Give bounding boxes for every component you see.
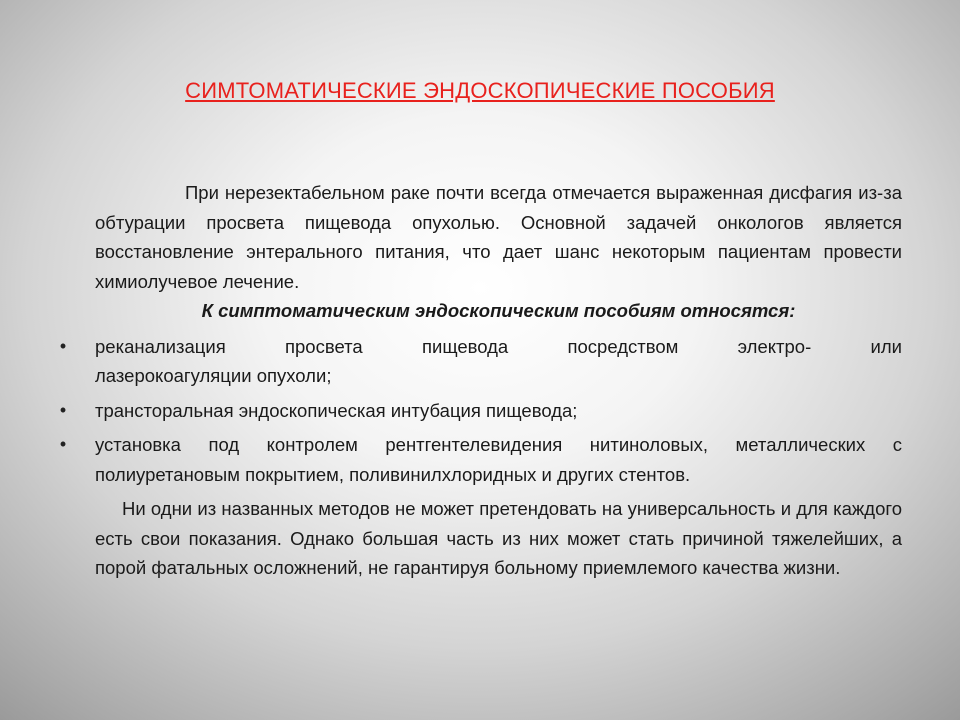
bullet-text: установка под контролем рентгентелевидения нитиноловых, металлических с полиуретановым покрытием, поливинилхлоридных и других стентов. bbox=[95, 434, 902, 485]
subheading: К симптоматическим эндоскопическим пособиям относятся: bbox=[201, 300, 796, 321]
bullet-text: реканализация просвета пищевода посредством электро- или bbox=[95, 335, 902, 357]
intro-paragraph: При нерезектабельном раке почти всегда отмечается выраженная дисфагия из-за обтурации просвета пищевода опухолью. Основной задачей онкологов является восстановление энтерального питания, что дает шанс некоторым пациентам провести химиолучевое лечение. bbox=[95, 182, 902, 292]
bullet-item bbox=[59, 396, 902, 426]
bullet-icon: • bbox=[59, 434, 67, 454]
bullet-item bbox=[59, 430, 902, 489]
conclusion-paragraph: Ни одни из названных методов не может претендовать на универсальность и для каждого есть свои показания. Однако большая часть из них может стать причиной тяжелейших, а порой фатальных осложнений, не гарантируя больному приемлемого качества жизни. bbox=[95, 498, 902, 578]
bullet-item bbox=[59, 332, 902, 391]
bullet-text-continued: лазерокоагуляции опухоли; bbox=[95, 365, 332, 386]
bullet-text: трансторальная эндоскопическая интубация пищевода; bbox=[95, 399, 578, 421]
bullet-icon: • bbox=[59, 335, 67, 356]
slide-title: СИМТОМАТИЧЕСКИЕ ЭНДОСКОПИЧЕСКИЕ ПОСОБИЯ bbox=[185, 78, 775, 103]
bullet-icon: • bbox=[59, 399, 67, 420]
slide-body bbox=[59, 178, 902, 583]
